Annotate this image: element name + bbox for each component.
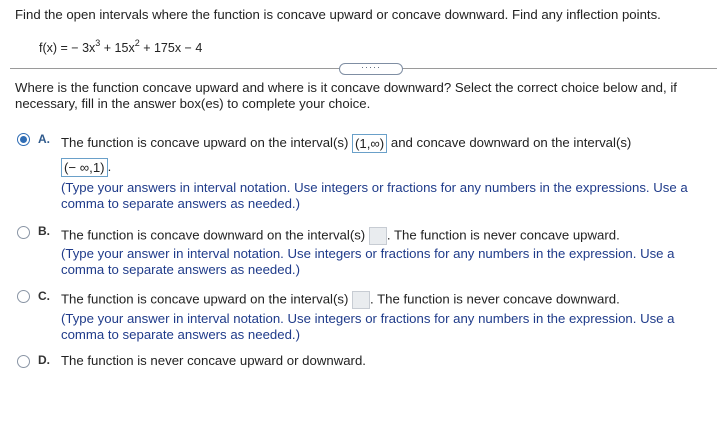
choice-b-hint: (Type your answer in interval notation. Use integers or fractions for any numbers in the expression. Use a comma to separate answers as needed.) [61, 246, 675, 277]
choice-a-line2 [61, 158, 111, 177]
choice-b-letter: B. [38, 224, 50, 238]
function-prefix: f(x) = − 3x [39, 41, 96, 56]
choice-a-period: . [107, 158, 112, 174]
choice-a-answer-box-1[interactable]: (1,∞) [352, 134, 387, 153]
choice-b-answer-box[interactable] [369, 227, 387, 245]
choice-a-line1 [61, 134, 631, 153]
choice-b-text-before: The function is concave downward on the interval(s) [61, 227, 366, 243]
choice-c-hint: (Type your answer in interval notation. Use integers or fractions for any numbers in the expression. Use a comma to separate answers as needed.) [61, 311, 675, 342]
choice-b-text-after: . The function is never concave upward. [386, 227, 620, 243]
prompt-text: Where is the function concave upward and where is it concave downward? Select the correct choice below and, if necessary, fill in the answer box(es) to complete your choice. [15, 80, 677, 111]
choice-d-text: The function is never concave upward or downward. [61, 353, 366, 368]
choice-d-radio[interactable] [17, 355, 30, 368]
choice-a-text-mid: and concave downward on the interval(s) [390, 134, 632, 150]
function-suffix: + 175x − 4 [139, 41, 203, 56]
choice-c-line1 [61, 291, 620, 309]
choice-a-answer-box-2[interactable]: (− ∞,1) [61, 158, 108, 177]
choice-c-text-after: . The function is never concave downward. [370, 291, 620, 307]
function-exponent-2: 2 [134, 38, 140, 48]
expand-dots-icon: ····· [361, 62, 381, 72]
choice-a-text-before: The function is concave upward on the interval(s) [61, 134, 349, 150]
choice-d-letter: D. [38, 353, 50, 367]
choice-a-radio[interactable] [17, 133, 30, 146]
choice-c-text-before: The function is concave upward on the interval(s) [61, 291, 349, 307]
choice-a-letter: A. [38, 132, 50, 146]
choice-a-hint: (Type your answers in interval notation. Use integers or fractions for any numbers in the expressions. Use a comma to separate answers as needed.) [61, 180, 688, 211]
choice-c-radio[interactable] [17, 290, 30, 303]
expand-button[interactable] [339, 63, 403, 75]
choice-c-letter: C. [38, 289, 50, 303]
function-middle: + 15x [100, 41, 135, 56]
choice-b-radio[interactable] [17, 226, 30, 239]
function-expression [39, 39, 202, 55]
function-exponent-3: 3 [95, 38, 101, 48]
question-text: Find the open intervals where the function is concave upward or concave downward. Find any inflection points. [15, 7, 661, 22]
choice-c-answer-box[interactable] [352, 291, 370, 309]
choice-b-line1 [61, 227, 620, 245]
